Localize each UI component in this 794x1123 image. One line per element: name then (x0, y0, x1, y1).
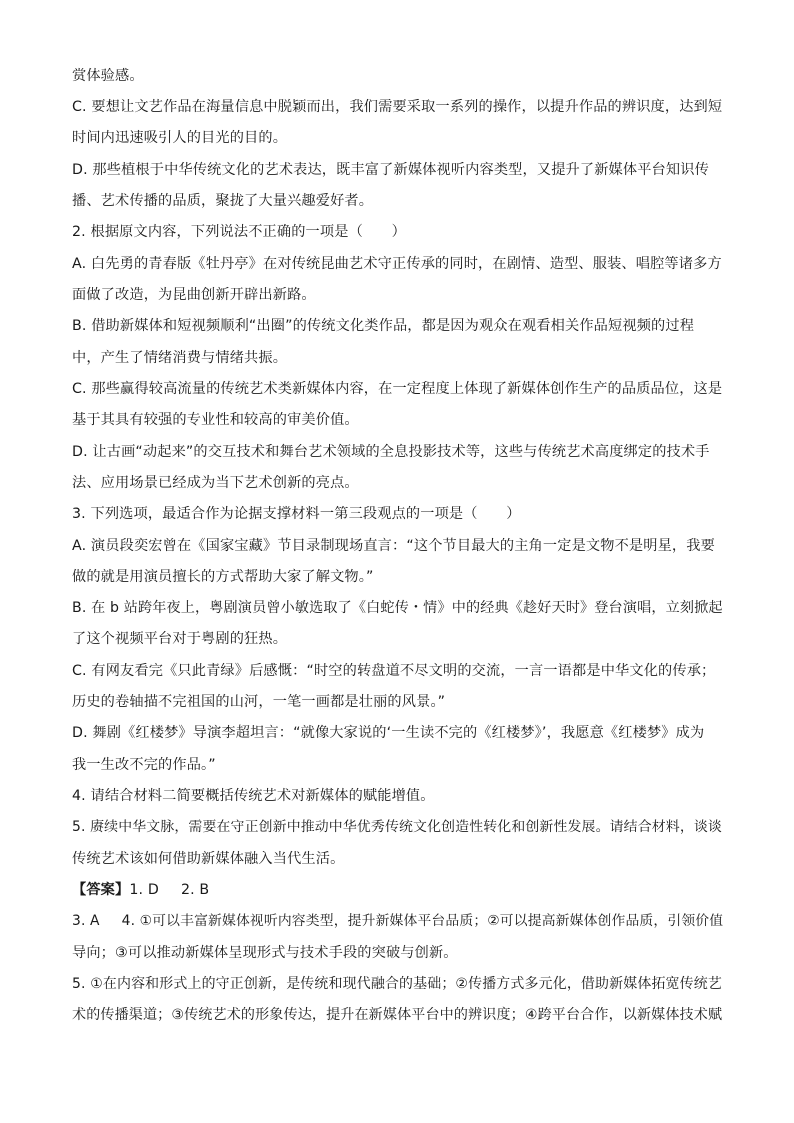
answer-4: 4. ①可以丰富新媒体视听内容类型，提升新媒体平台品质；②可以提高新媒体创作品质，引领价值 (121, 913, 724, 929)
text-line: C. 有网友看完《只此青绿》后感慨：“时空的转盘道不尽文明的交流，一言一语都是中华文化的传承； (72, 663, 716, 679)
text-line: A. 演员段奕宏曾在《国家宝藏》节目录制现场直言：“这个节目最大的主角一定是文物不是明星，我要 (72, 538, 715, 554)
text-line: B. 在 b 站跨年夜上，粤剧演员曾小敏选取了《白蛇传・情》中的经典《趁好天时》登台演唱，立刻掀起 (72, 600, 723, 616)
text-line: C. 要想让文艺作品在海量信息中脱颖而出，我们需要采取一系列的操作，以提升作品的辨识度，达到短 (72, 99, 723, 115)
question-3: 3. 下列选项，最适合作为论据支撑材料一第三段观点的一项是（ ） (72, 506, 521, 522)
answer-1: 1. D (129, 882, 159, 898)
text-line: 赏体验感。 (72, 68, 144, 84)
question-5: 5. 赓续中华文脉，需要在守正创新中推动中华优秀传统文化创造性转化和创新性发展。请结合材料，谈谈 (72, 819, 722, 835)
text-line: 传统艺术该如何借助新媒体融入当代生活。 (72, 851, 345, 867)
text-line: 历史的卷轴描不完祖国的山河，一笔一画都是壮丽的风景。” (72, 694, 446, 710)
answer-line (72, 880, 209, 900)
text-line: D. 那些植根于中华传统文化的艺术表达，既丰富了新媒体视听内容类型，又提升了新媒体平台知识传 (72, 162, 709, 178)
answer-2: 2. B (180, 882, 210, 898)
answer-3: 3. A (72, 913, 100, 929)
text-line: 了这个视频平台对于粤剧的狂热。 (72, 631, 288, 647)
text-line: 术的传播渠道；③传统艺术的形象传达，提升在新媒体平台中的辨识度；④跨平台合作，以新媒体技术赋 (72, 1007, 723, 1023)
answer-row (72, 911, 723, 931)
text-line: D. 让古画“动起来”的交互技术和舞台艺术领域的全息投影技术等，这些与传统艺术高度绑定的技术手 (72, 444, 710, 460)
text-line: B. 借助新媒体和短视频顺利“出圈”的传统文化类作品，都是因为观众在观看相关作品短视频的过程 (72, 318, 695, 334)
answer-tag: 【答案】 (72, 882, 130, 898)
question-2: 2. 根据原文内容，下列说法不正确的一项是（ ） (72, 224, 406, 240)
text-line: 基于其具有较强的专业性和较高的审美价值。 (72, 412, 359, 428)
text-line: 播、艺术传播的品质，聚拢了大量兴趣爱好者。 (72, 193, 374, 209)
text-line: 法、应用场景已经成为当下艺术创新的亮点。 (72, 475, 359, 491)
text-line: 中，产生了情绪消费与情绪共振。 (72, 350, 288, 366)
question-4: 4. 请结合材料二简要概括传统艺术对新媒体的赋能增值。 (72, 788, 435, 804)
text-line: 面做了改造，为昆曲创新开辟出新路。 (72, 287, 316, 303)
text-line: 导向；③可以推动新媒体呈现形式与技术手段的突破与创新。 (72, 945, 458, 961)
text-line: D. 舞剧《红楼梦》导演李超坦言：“就像大家说的‘一生读不完的《红楼梦》’，我愿意《红楼梦》成为 (72, 725, 705, 741)
text-line: A. 白先勇的青春版《牡丹亭》在对传统昆曲艺术守正传承的同时，在剧情、造型、服装、唱腔等诸多方 (72, 256, 722, 272)
text-line: 做的就是用演员擅长的方式帮助大家了解文物。” (72, 569, 374, 585)
text-line: 时间内迅速吸引人的目光的目的。 (72, 130, 288, 146)
text-line: 我一生改不完的作品。” (72, 757, 216, 773)
text-line: C. 那些赢得较高流量的传统艺术类新媒体内容，在一定程度上体现了新媒体创作生产的品质品位，这是 (72, 381, 723, 397)
answer-5: 5. ①在内容和形式上的守正创新，是传统和现代融合的基础；②传播方式多元化，借助新媒体拓宽传统艺 (72, 976, 722, 992)
